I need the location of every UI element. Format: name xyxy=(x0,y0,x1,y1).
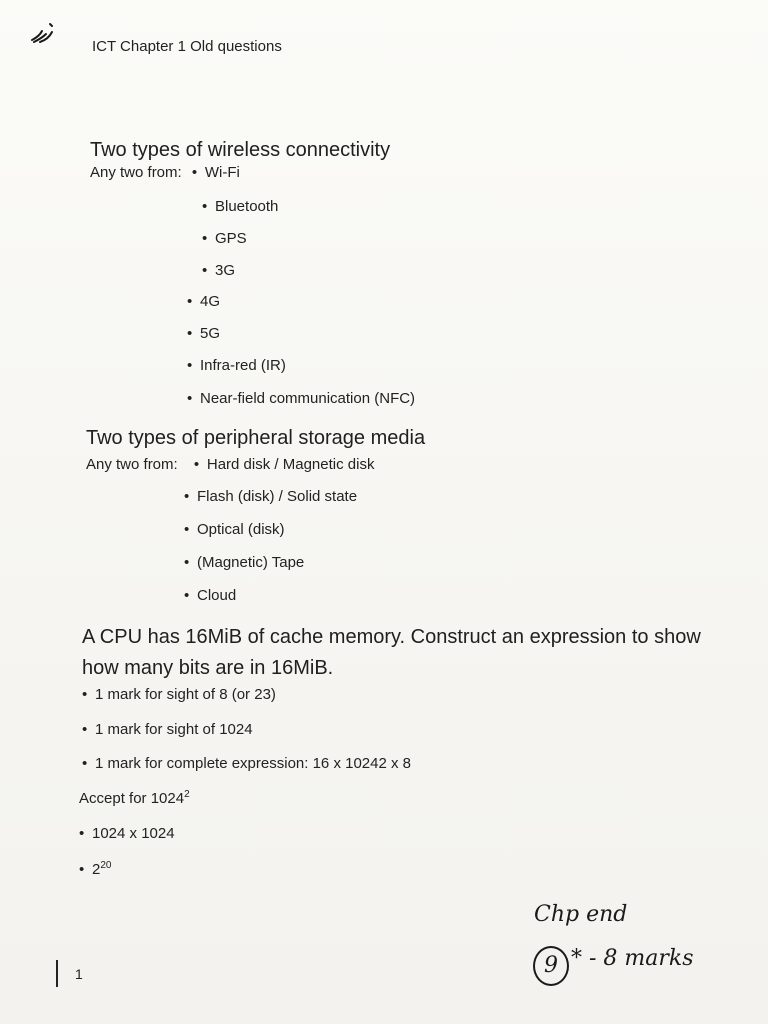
q2-title: Two types of peripheral storage media xyxy=(86,427,426,449)
footer-bar xyxy=(56,960,58,987)
q3-title: A CPU has 16MiB of cache memory. Construct an expression to show how many bits are in 16MiB. xyxy=(82,626,701,679)
q1-item: • Infra-red (IR) xyxy=(187,357,286,374)
accept-line: Accept for 1024$^2$ xyxy=(79,789,190,807)
q1-item: • 4G xyxy=(187,293,221,310)
pen-scribble xyxy=(28,18,62,48)
q2-item: • (Magnetic) Tape xyxy=(184,554,305,571)
q2-lead: Any two from: • Hard disk / Magnetic disk xyxy=(86,456,375,473)
q2-item: Hard disk / Magnetic disk xyxy=(206,456,375,473)
q1-item: • Near-field communication (NFC) xyxy=(187,390,416,407)
q2-item: • Optical (disk) xyxy=(184,521,285,538)
q1-item: Wi-Fi xyxy=(204,164,240,181)
q2-item: • Cloud xyxy=(184,587,237,604)
q1-title: Two types of wireless connectivity xyxy=(90,139,391,161)
accept-item: • 1024 x 1024 xyxy=(79,825,175,842)
q3-mark: • 1 mark for sight of 1024 xyxy=(82,721,253,738)
q3-mark: • 1 mark for complete expression: 16 x 10242 x 8 xyxy=(82,755,411,772)
q1-item: • GPS xyxy=(202,230,247,247)
q1-item: • 5G xyxy=(187,325,221,342)
q1-item: • 3G xyxy=(202,262,236,279)
q2-item: • Flash (disk) / Solid state xyxy=(184,488,358,505)
accept-item: • $2^{20}$ xyxy=(79,860,112,878)
handwritten-note: Chp end xyxy=(534,902,628,927)
header-title: ICT Chapter 1 Old questions xyxy=(92,38,282,55)
q1-lead: Any two from: • Wi-Fi xyxy=(90,164,240,181)
page-number: 1 xyxy=(75,966,83,982)
circled-number: 9 xyxy=(533,946,569,986)
q3-mark: • 1 mark for sight of 8 (or 23) xyxy=(82,686,276,703)
q1-item: • Bluetooth xyxy=(202,198,279,215)
handwritten-marks: * - 8 marks xyxy=(571,946,694,971)
